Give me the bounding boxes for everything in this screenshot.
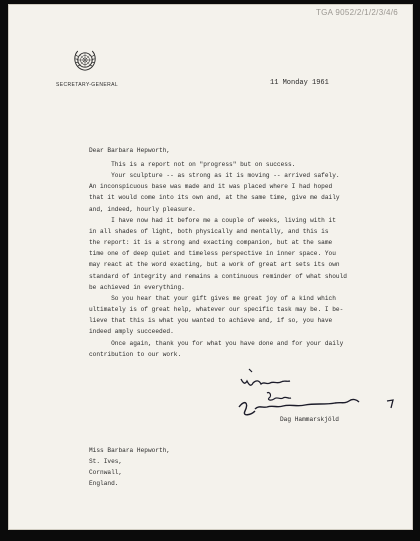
- sender-title: SECRETARY-GENERAL: [56, 82, 119, 88]
- letter-sheet: [9, 5, 412, 529]
- body-line: contribution to our work.: [89, 350, 182, 358]
- address-line: Miss Barbara Hepworth,: [89, 447, 171, 454]
- body-line: be achieved in everything.: [89, 283, 185, 291]
- body-line: An inconspicuous base was made and it was placed where I had hoped: [89, 183, 333, 191]
- body-line: the report: it is a strong and exacting companion, but at the same: [89, 239, 333, 247]
- body-line: Once again, thank you for what you have done and for your daily: [89, 339, 344, 347]
- archive-reference: TGA 9052/2/1/2/3/4/6: [315, 8, 398, 17]
- body-line: that it would come into its own and, at the same time, give me daily: [89, 194, 340, 202]
- address-line: England.: [89, 480, 119, 488]
- letter-date: 11 Monday 1961: [270, 79, 329, 87]
- body-line: Your sculpture -- as strong as it is moving -- arrived safely.: [89, 172, 340, 180]
- signer-name: Dag Hammarskjöld: [280, 416, 339, 423]
- address-line: Cornwall,: [89, 469, 123, 477]
- body-line: standard of integrity and remains a continuous reminder of what should: [89, 272, 347, 280]
- recipient-address: [89, 445, 170, 490]
- body-line: I have now had it before me a couple of weeks, living with it: [89, 216, 336, 224]
- letter-body: [89, 159, 347, 360]
- body-line: indeed amply succeeded.: [89, 328, 174, 336]
- body-line: in all shades of light, both physically and mentally, and this is: [89, 227, 329, 235]
- body-line: and, indeed, hourly pleasure.: [89, 205, 196, 213]
- body-line: may react at the word exacting, but a work of great art sets its own: [89, 261, 340, 269]
- un-emblem-icon: [73, 48, 97, 72]
- salutation: Dear Barbara Hepworth,: [89, 147, 171, 154]
- address-line: St. Ives,: [89, 458, 123, 466]
- body-line: So you hear that your gift gives me great joy of a kind which: [89, 294, 336, 302]
- body-line: ultimately is of great help, whatever our specific task may be. I be-: [89, 306, 344, 314]
- body-line: lieve that this is what you wanted to achieve and, if so, you have: [89, 317, 333, 325]
- body-line: time one of deep quiet and timeless perspective in inner space. You: [89, 250, 336, 258]
- body-line: This is a report not on "progress" but on success.: [89, 161, 296, 168]
